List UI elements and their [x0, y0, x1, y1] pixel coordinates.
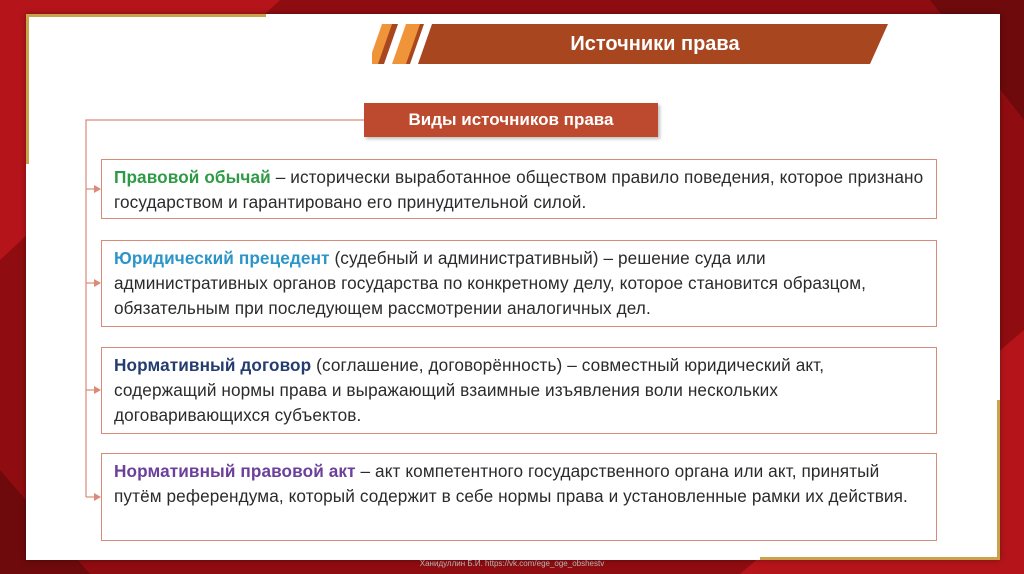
- definition-box-custom: [101, 159, 937, 219]
- definition-text: – акт компетентного государственного органа или акт, принятый путём референдума, который содержит в себе нормы права и установленные рамки их действия.: [114, 461, 908, 506]
- definition-text: (соглашение, договорённость) – совместный юридический акт, содержащий нормы права и выражающий взаимные изъявления воли нескольких договаривающихся субъектов.: [114, 355, 825, 425]
- title-banner: [372, 24, 888, 64]
- footer-credit: Ханидуллин Б.И. https://vk.com/ege_oge_obshestv: [419, 559, 605, 568]
- term-normative-act: Нормативный правовой акт: [114, 461, 356, 481]
- term-legal-precedent: Юридический прецедент: [114, 248, 330, 268]
- definition-text: (судебный и административный) – решение суда или административных органов государства по конкретному делу, которое становится образцом, обязательным при последующем рассмотрении аналогичных дел.: [114, 248, 866, 318]
- definition-text: – исторически выработанное обществом правило поведения, которое признано государством и гарантировано его принудительной силой.: [114, 167, 924, 212]
- gold-accent-right: [997, 400, 1000, 560]
- section-header: Виды источников права: [364, 103, 658, 137]
- definition-box-act: [101, 453, 937, 541]
- definition-box-precedent: [101, 240, 937, 327]
- gold-accent-top-left: [26, 14, 266, 17]
- gold-accent-left: [26, 14, 29, 164]
- definition-box-contract: [101, 347, 937, 434]
- term-normative-contract: Нормативный договор: [114, 355, 312, 375]
- page-title: Источники права: [570, 33, 740, 55]
- term-legal-custom: Правовой обычай: [114, 167, 271, 187]
